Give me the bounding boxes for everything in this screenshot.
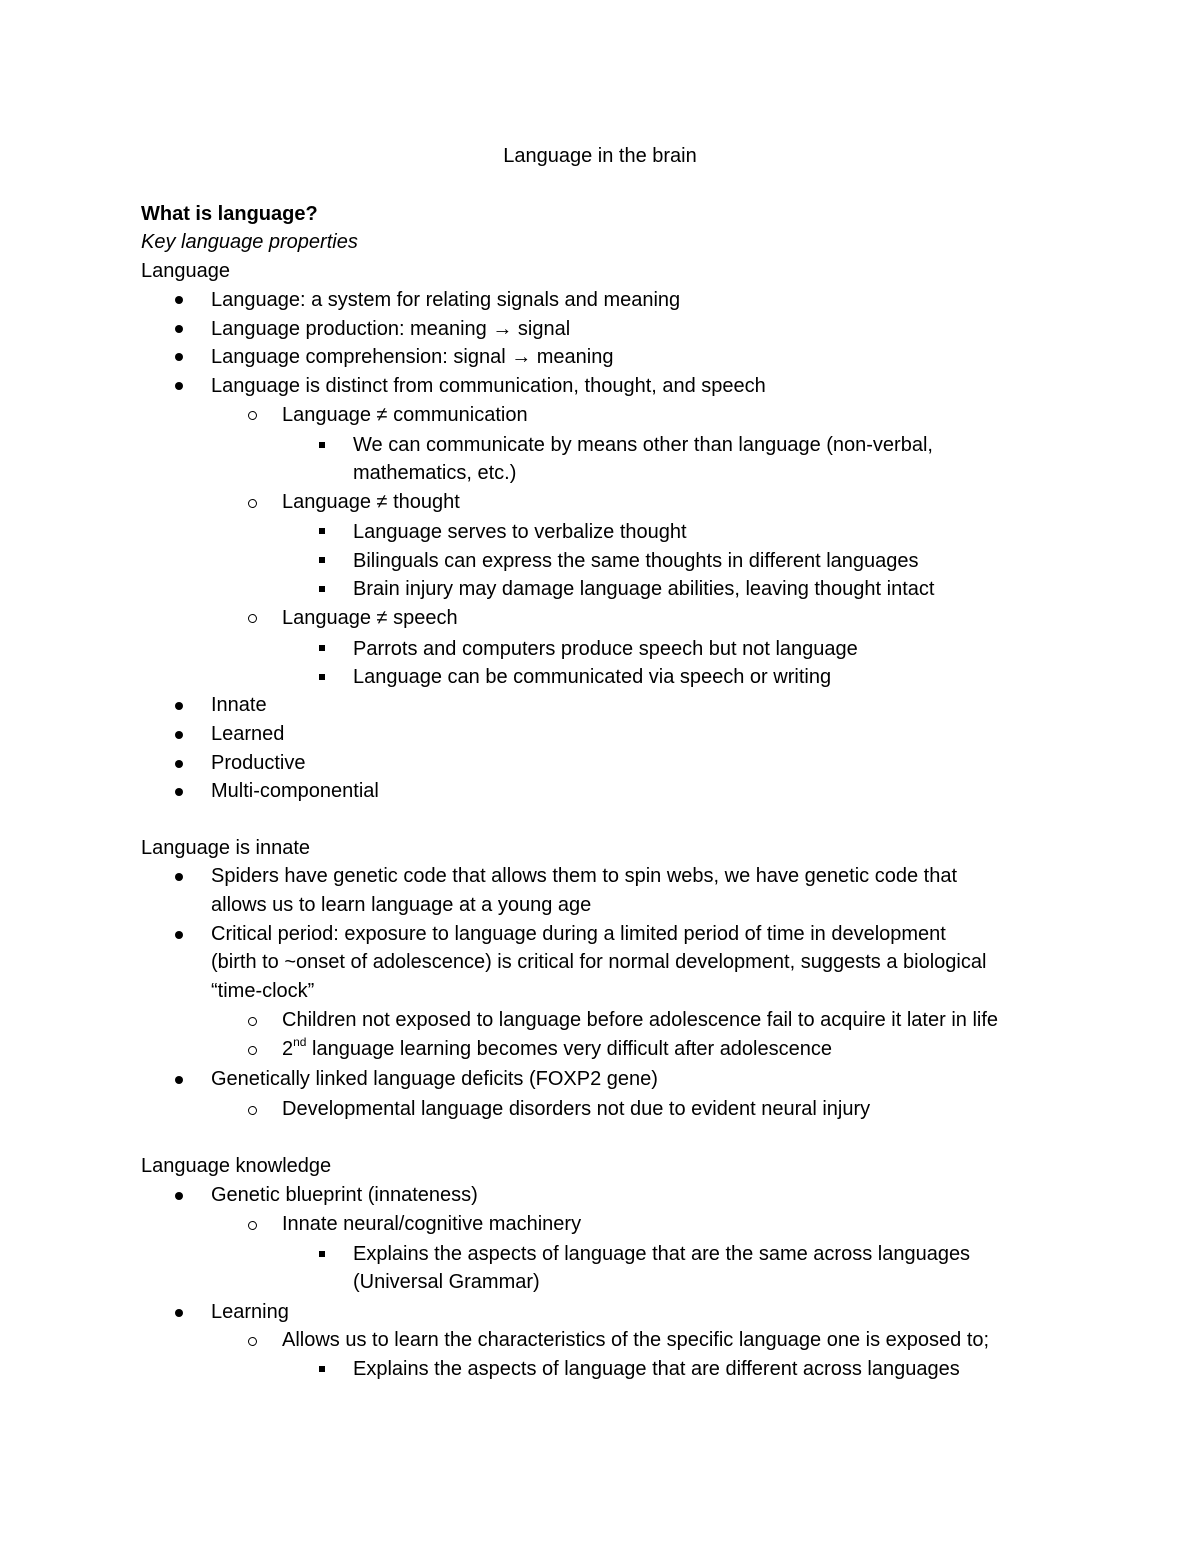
- list-item-continuation: “time-clock”: [211, 980, 315, 1002]
- list-item: Innate neural/cognitive machinery: [282, 1213, 582, 1235]
- circle-bullet-icon: [248, 1337, 257, 1346]
- list-item: Parrots and computers produce speech but not language: [353, 638, 858, 660]
- list-item: Developmental language disorders not due to evident neural injury: [282, 1098, 871, 1120]
- list-item: Allows us to learn the characteristics of the specific language one is exposed to;: [282, 1329, 990, 1351]
- circle-bullet-icon: [248, 1106, 257, 1115]
- bullet-icon: [175, 296, 183, 304]
- section-label: Language: [141, 260, 230, 282]
- circle-bullet-icon: [248, 1221, 257, 1230]
- list-item-continuation: (Universal Grammar): [353, 1271, 540, 1293]
- list-item: Bilinguals can express the same thoughts in different languages: [353, 550, 919, 572]
- circle-bullet-icon: [248, 1046, 257, 1055]
- list-item: Multi-componential: [211, 780, 379, 802]
- list-item: Language ≠ speech: [282, 607, 458, 629]
- list-item: Critical period: exposure to language during a limited period of time in development: [211, 923, 946, 945]
- list-item: Language serves to verbalize thought: [353, 521, 687, 543]
- list-item: Productive: [211, 752, 306, 774]
- square-bullet-icon: [319, 442, 325, 448]
- list-item: Language production: meaning → signal: [211, 318, 571, 340]
- bullet-icon: [175, 702, 183, 710]
- bullet-icon: [175, 1309, 183, 1317]
- list-item-text: language learning becomes very difficult after adolescence: [306, 1038, 832, 1060]
- circle-bullet-icon: [248, 499, 257, 508]
- list-item: Language is distinct from communication, thought, and speech: [211, 375, 766, 397]
- bullet-icon: [175, 1192, 183, 1200]
- list-item: Language ≠ communication: [282, 404, 528, 426]
- list-item: Genetic blueprint (innateness): [211, 1184, 478, 1206]
- bullet-icon: [175, 1076, 183, 1084]
- bullet-icon: [175, 325, 183, 333]
- bullet-icon: [175, 382, 183, 390]
- list-item-continuation: (birth to ~onset of adolescence) is critical for normal development, suggests a biological: [211, 951, 987, 973]
- list-item: Language ≠ thought: [282, 491, 460, 513]
- list-item: Brain injury may damage language abilities, leaving thought intact: [353, 578, 935, 600]
- list-item: Genetically linked language deficits (FOXP2 gene): [211, 1068, 658, 1090]
- list-item: Language comprehension: signal → meaning: [211, 346, 614, 368]
- square-bullet-icon: [319, 528, 325, 534]
- list-item: We can communicate by means other than language (non-verbal,: [353, 434, 933, 456]
- list-item: Learned: [211, 723, 285, 745]
- section-subheading: Key language properties: [141, 231, 358, 253]
- square-bullet-icon: [319, 1251, 325, 1257]
- square-bullet-icon: [319, 1366, 325, 1372]
- circle-bullet-icon: [248, 1017, 257, 1026]
- bullet-icon: [175, 931, 183, 939]
- circle-bullet-icon: [248, 614, 257, 623]
- section-label: Language is innate: [141, 837, 311, 859]
- square-bullet-icon: [319, 557, 325, 563]
- list-item: [282, 1035, 832, 1063]
- list-item: Explains the aspects of language that are different across languages: [353, 1358, 960, 1380]
- document-title: Language in the brain: [503, 145, 697, 167]
- bullet-icon: [175, 353, 183, 361]
- bullet-icon: [175, 760, 183, 768]
- list-item-continuation: mathematics, etc.): [353, 462, 517, 484]
- square-bullet-icon: [319, 586, 325, 592]
- bullet-icon: [175, 788, 183, 796]
- list-item: Learning: [211, 1301, 289, 1323]
- list-item: Innate: [211, 694, 267, 716]
- list-item: Language: a system for relating signals and meaning: [211, 289, 681, 311]
- list-item: Language can be communicated via speech or writing: [353, 666, 832, 688]
- list-item: Spiders have genetic code that allows them to spin webs, we have genetic code that: [211, 865, 958, 887]
- ordinal-number: 2: [282, 1038, 294, 1060]
- list-item: Children not exposed to language before adolescence fail to acquire it later in life: [282, 1009, 999, 1031]
- square-bullet-icon: [319, 645, 325, 651]
- square-bullet-icon: [319, 674, 325, 680]
- section-heading: What is language?: [141, 203, 318, 225]
- section-label: Language knowledge: [141, 1155, 332, 1177]
- bullet-icon: [175, 731, 183, 739]
- list-item-continuation: allows us to learn language at a young age: [211, 894, 592, 916]
- list-item: Explains the aspects of language that are the same across languages: [353, 1243, 971, 1265]
- bullet-icon: [175, 873, 183, 881]
- ordinal-suffix: nd: [293, 1035, 307, 1050]
- circle-bullet-icon: [248, 411, 257, 420]
